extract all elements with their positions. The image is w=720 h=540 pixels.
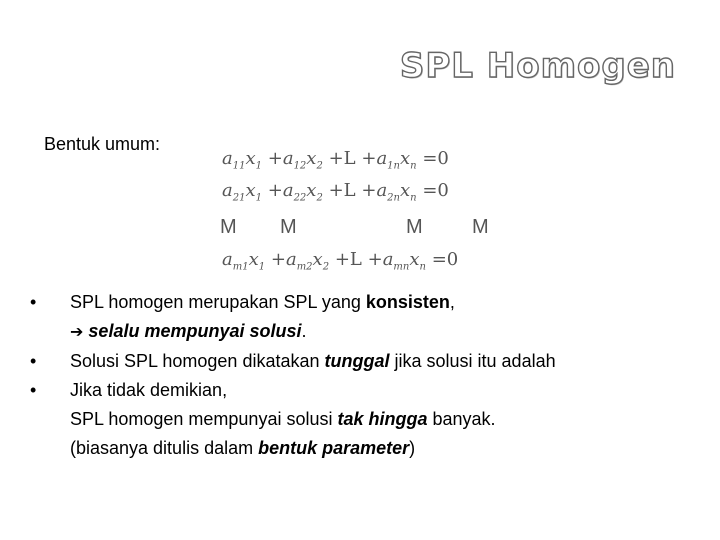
arrow-right-icon: ➔ — [70, 324, 84, 341]
bullet-item-3-line-2: SPL homogen mempunyai solusi tak hingga banyak. — [70, 409, 496, 429]
equation-system — [216, 144, 506, 279]
bullet-item-1: • SPL homogen merupakan SPL yang konsisten, — [30, 288, 690, 317]
equation-row-2: $a_{21}x_1 +a_{22}x_2 +L +a_{2n}x_n =0$ — [222, 180, 449, 204]
equation-row-m: $a_{m1}x_1 +a_{m2}x_2 +L +a_{mn}x_n =0$ — [222, 249, 459, 273]
bullet-marker: • — [30, 351, 37, 371]
general-form-label: Bentuk umum: — [44, 134, 161, 154]
bullet-item-3-line-3: (biasanya ditulis dalam bentuk parameter) — [70, 438, 416, 458]
vertical-ellipsis: M — [280, 216, 297, 238]
vertical-ellipsis: M — [220, 216, 237, 238]
bullet-list — [30, 288, 690, 463]
equation-row-1: $a_{11}x_1 +a_{12}x_2 +L +a_{1n}x_n =0$ — [222, 148, 449, 172]
bullet-item-3: • Jika tidak demikian, — [30, 376, 690, 405]
bullet-marker: • — [30, 380, 37, 400]
bullet-item-2: • Solusi SPL homogen dikatakan tunggal jika solusi itu adalah — [30, 347, 690, 376]
bullet-marker: • — [30, 292, 37, 312]
vertical-ellipsis: M — [472, 216, 489, 238]
vertical-ellipsis: M — [406, 216, 423, 238]
bullet-item-1-continuation: ➔ selalu mempunyai solusi. — [70, 321, 307, 341]
slide-title: SPL Homogen — [399, 46, 676, 86]
